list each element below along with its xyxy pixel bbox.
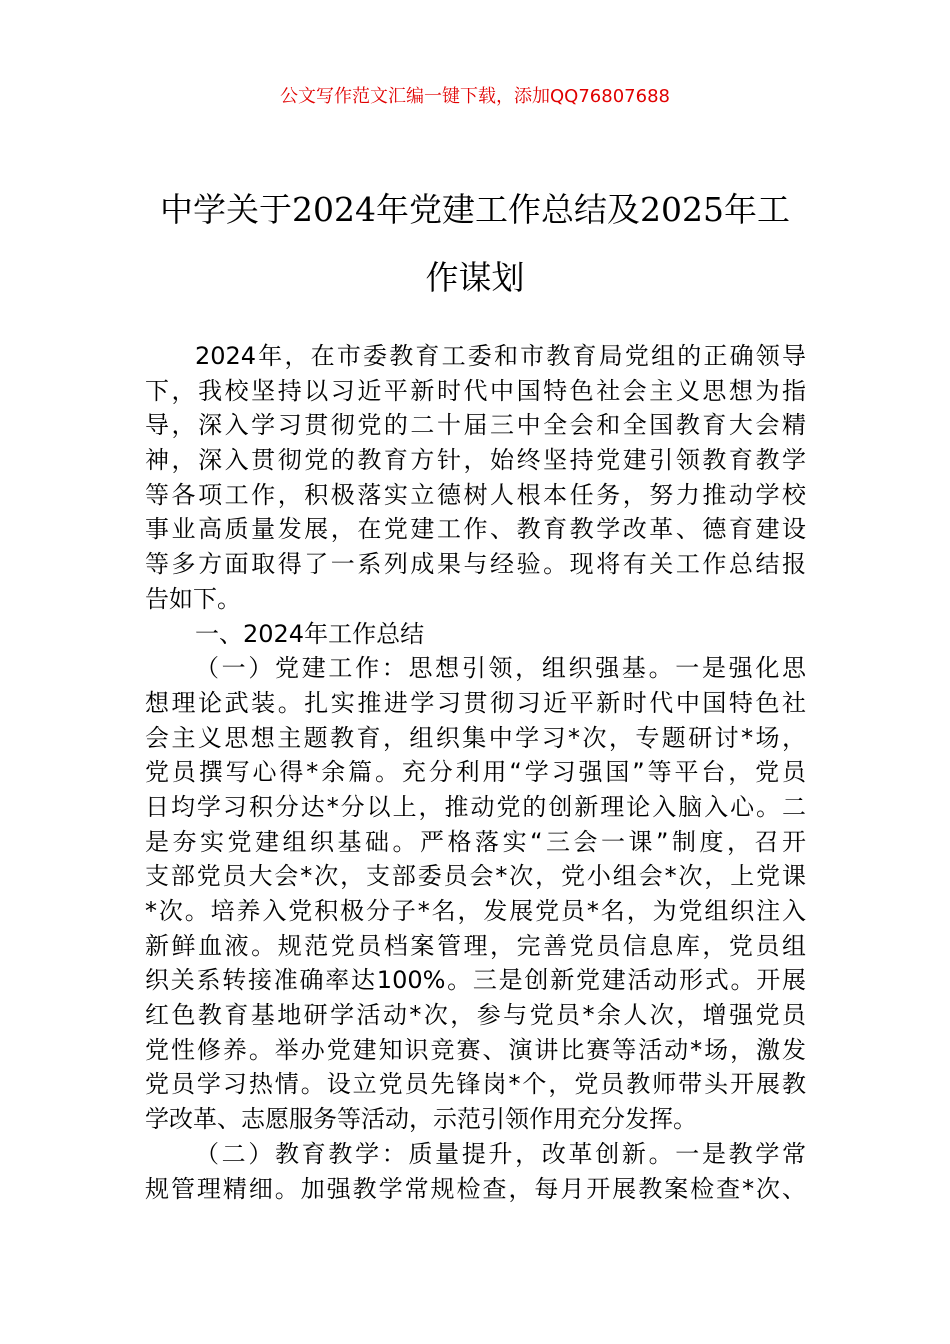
text-line: 党性修养。举办党建知识竞赛、演讲比赛等活动*场，激发 [145, 1035, 806, 1064]
text-line: 织关系转接准确率达100%。三是创新党建活动形式。开展 [145, 966, 806, 995]
document-body [145, 339, 806, 1206]
text-line: 等多方面取得了一系列成果与经验。现将有关工作总结报 [145, 550, 806, 579]
text-line: 党员撰写心得*余篇。充分利用“学习强国”等平台，党员 [145, 758, 806, 787]
text-line: *次。培养入党积极分子*名，发展党员*名，为党组织注入 [145, 897, 806, 925]
text-line: 学改革、志愿服务等活动，示范引领作用充分发挥。 [145, 1105, 697, 1134]
title-line-2: 作谋划 [425, 258, 525, 297]
document-title [140, 176, 810, 312]
text-line: 支部党员大会*次，支部委员会*次，党小组会*次，上党课 [145, 862, 806, 891]
text-line: 事业高质量发展，在党建工作、教育教学改革、德育建设 [145, 515, 806, 544]
text-line: （一）党建工作：思想引领，组织强基。一是强化思 [195, 654, 806, 683]
text-line: 会主义思想主题教育，组织集中学习*次，专题研讨*场， [145, 723, 806, 752]
text-line: 下，我校坚持以习近平新时代中国特色社会主义思想为指 [145, 376, 806, 405]
text-line: 导，深入学习贯彻党的二十届三中全会和全国教育大会精 [145, 411, 806, 440]
download-banner-link[interactable]: 公文写作范文汇编一键下载，添加QQ76807688 [280, 86, 670, 107]
text-line: 一、2024年工作总结 [195, 619, 425, 648]
title-line-1: 中学关于2024年党建工作总结及2025年工 [160, 190, 790, 229]
text-line: 是夯实党建组织基础。严格落实“三会一课”制度，召开 [145, 827, 806, 856]
text-line: 神，深入贯彻党的教育方针，始终坚持党建引领教育教学 [145, 446, 806, 475]
text-line: 2024年，在市委教育工委和市教育局党组的正确领导 [195, 342, 806, 370]
text-line: 红色教育基地研学活动*次，参与党员*余人次，增强党员 [145, 1001, 806, 1030]
text-line: 等各项工作，积极落实立德树人根本任务，努力推动学校 [145, 480, 806, 509]
text-line: 新鲜血液。规范党员档案管理，完善党员信息库，党员组 [145, 931, 806, 960]
text-line: 想理论武装。扎实推进学习贯彻习近平新时代中国特色社 [145, 688, 806, 717]
text-line: 规管理精细。加强教学常规检查，每月开展教案检查*次、 [145, 1174, 806, 1203]
text-line: 告如下。 [145, 584, 241, 613]
text-line: （二）教育教学：质量提升，改革创新。一是教学常 [195, 1139, 806, 1168]
text-line: 日均学习积分达*分以上，推动党的创新理论入脑入心。二 [145, 792, 806, 821]
text-line: 党员学习热情。设立党员先锋岗*个，党员教师带头开展教 [145, 1070, 806, 1099]
